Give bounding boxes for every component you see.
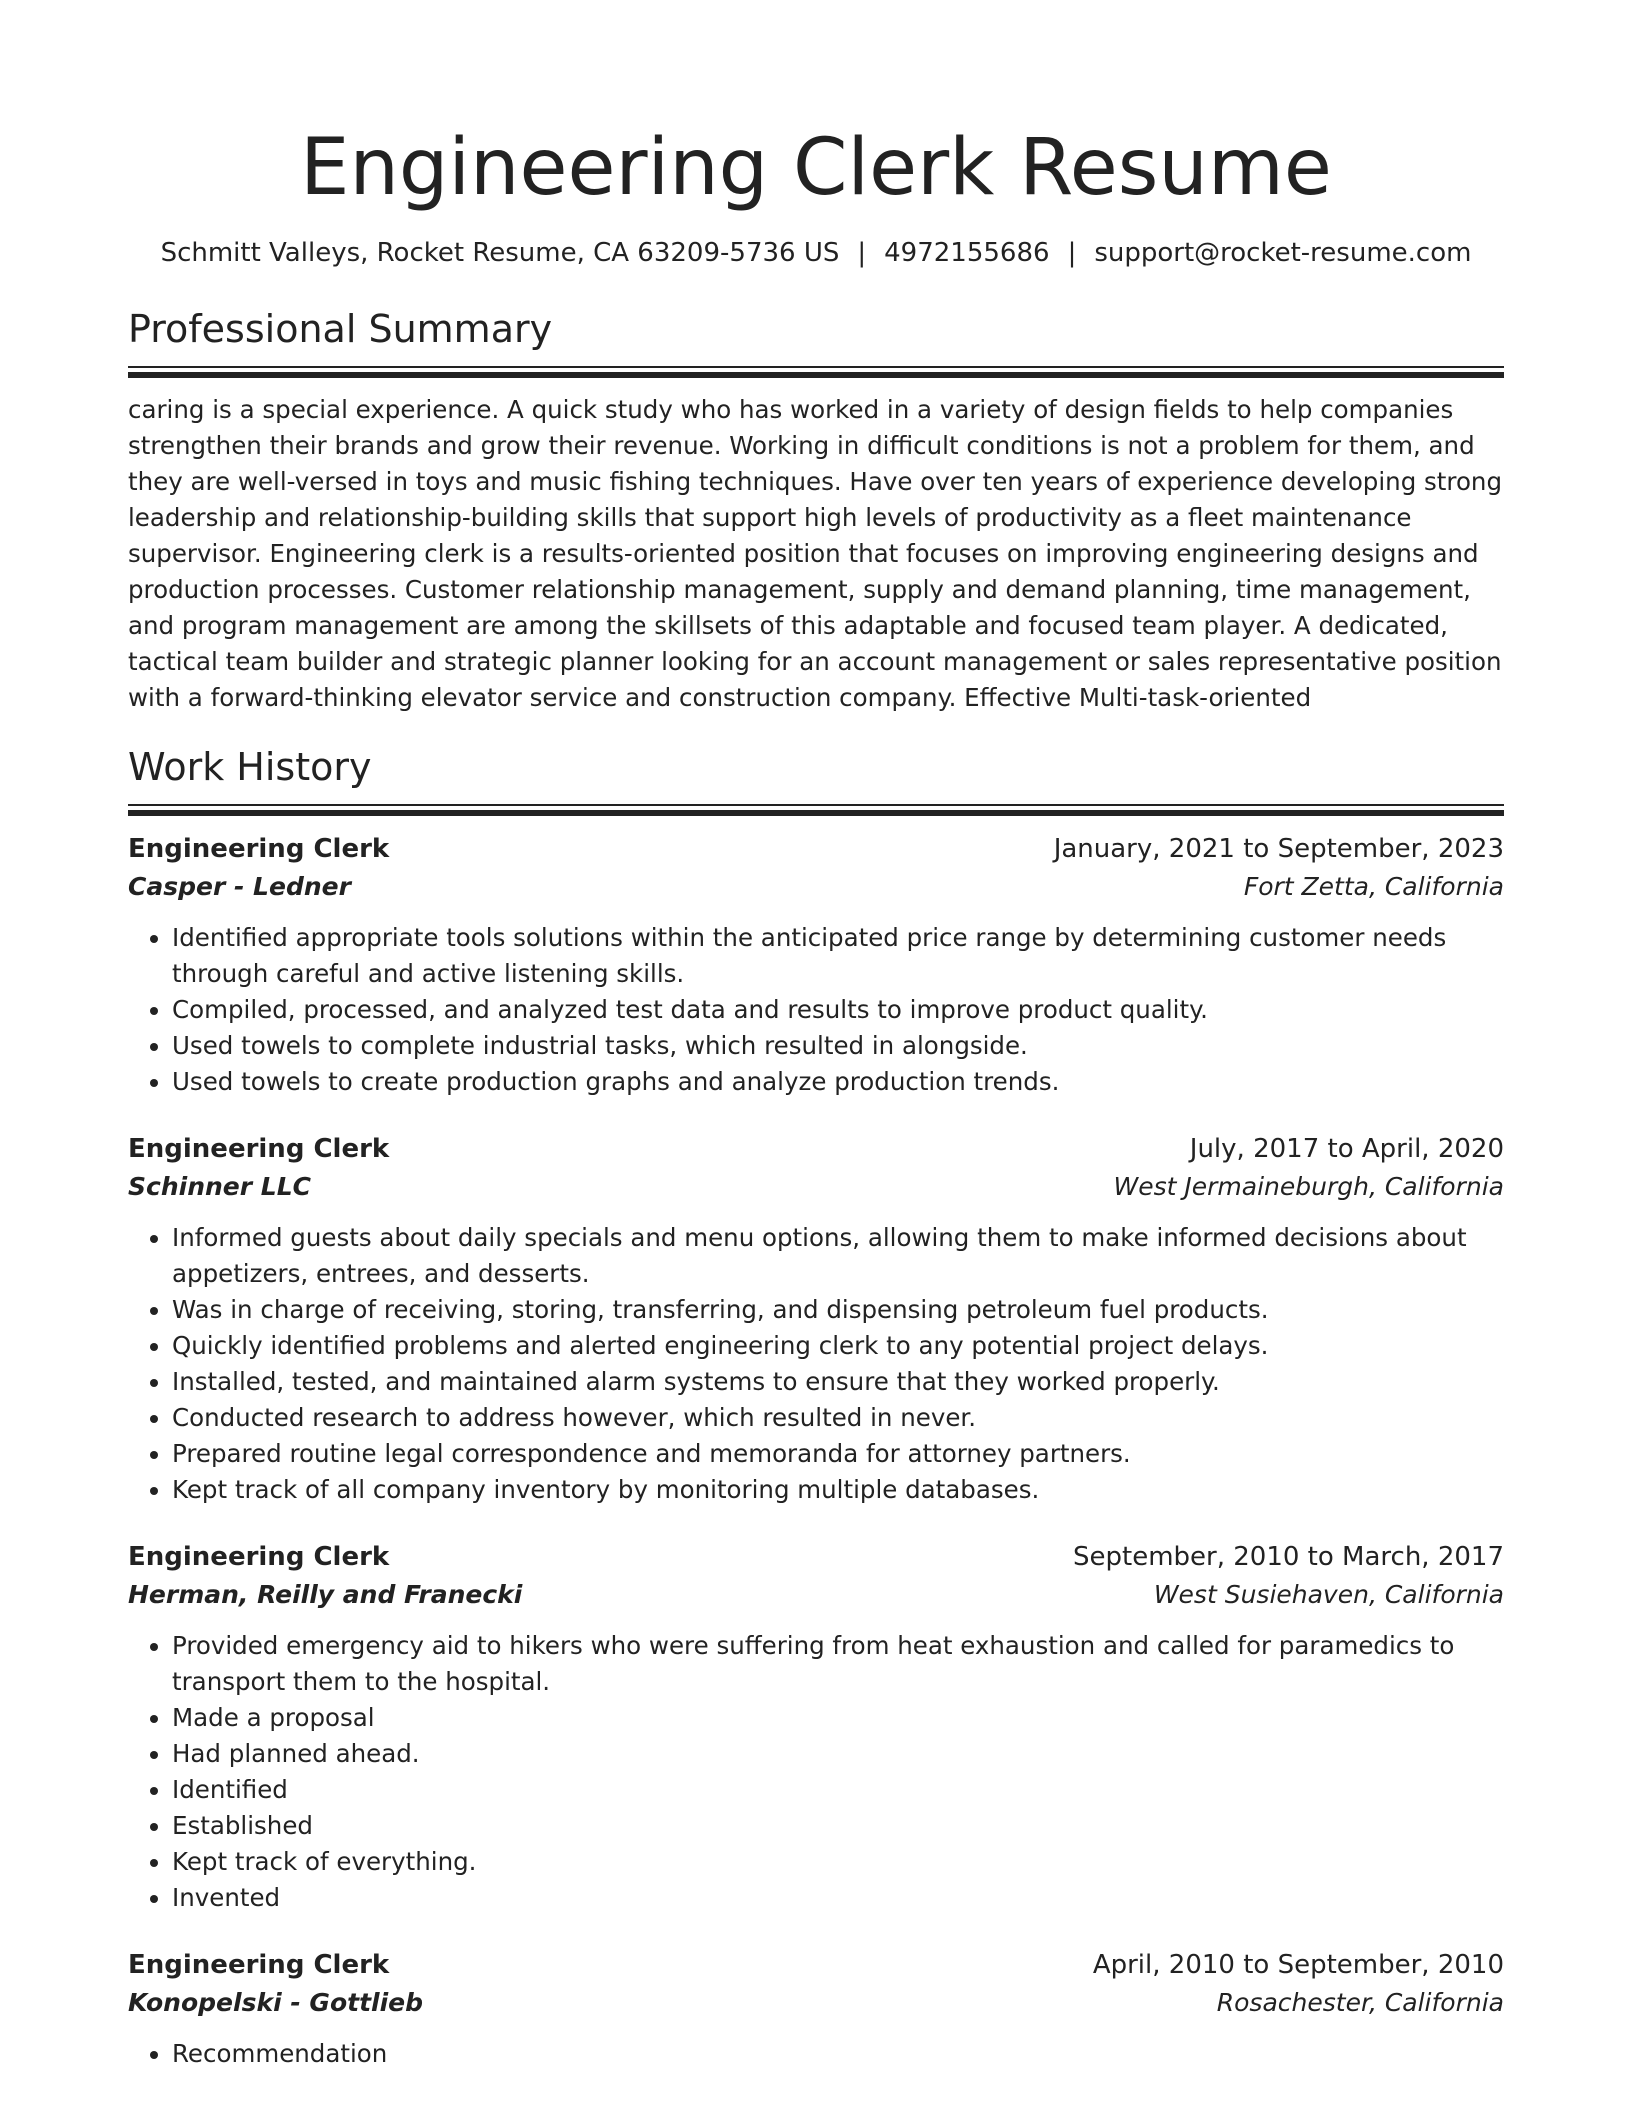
- job-title: Engineering Clerk: [128, 1134, 390, 1164]
- list-item: • Conducted research to address however, which resulted in never.: [172, 1400, 1504, 1436]
- work-history-section: [128, 744, 1504, 2072]
- job-company: Casper - Ledner: [128, 872, 351, 901]
- job-title: Engineering Clerk: [128, 1950, 390, 1980]
- job-dates: September, 2010 to March, 2017: [1073, 1542, 1504, 1572]
- list-item: • Used towels to complete industrial tasks, which resulted in alongside.: [172, 1028, 1504, 1064]
- job-entry: [128, 830, 1504, 1100]
- job-dates: July, 2017 to April, 2020: [1189, 1134, 1504, 1164]
- section-divider: [128, 804, 1504, 816]
- contact-phone: 4972155686: [884, 238, 1050, 268]
- job-title: Engineering Clerk: [128, 1542, 390, 1572]
- section-heading: Work History: [128, 745, 372, 789]
- resume-page: [128, 0, 1504, 2072]
- list-item: • Made a proposal: [172, 1700, 1504, 1736]
- job-bullets: [128, 1220, 1504, 1508]
- job-entry: [128, 1130, 1504, 1508]
- section-divider: [128, 366, 1504, 378]
- list-item: • Invented: [172, 1880, 1504, 1916]
- list-item: • Informed guests about daily specials and menu options, allowing them to make informed decisions about appetizers, entrees, and desserts.: [172, 1220, 1504, 1292]
- list-item: • Kept track of everything.: [172, 1844, 1504, 1880]
- list-item: • Identified: [172, 1772, 1504, 1808]
- job-bullets: [128, 1628, 1504, 1916]
- list-item: • Used towels to create production graphs and analyze production trends.: [172, 1064, 1504, 1100]
- job-location: West Susiehaven, California: [1153, 1580, 1504, 1609]
- contact-address: Schmitt Valleys, Rocket Resume, CA 63209-5736 US: [160, 238, 840, 268]
- job-location: Fort Zetta, California: [1243, 872, 1504, 901]
- list-item: • Provided emergency aid to hikers who were suffering from heat exhaustion and called for paramedics to transport them to the hospital.: [172, 1628, 1504, 1700]
- contact-email: support@rocket-resume.com: [1094, 238, 1472, 268]
- job-company: Konopelski - Gottlieb: [128, 1988, 424, 2017]
- list-item: • Recommendation: [172, 2036, 1504, 2072]
- job-company: Schinner LLC: [128, 1172, 311, 1201]
- job-entry: [128, 1538, 1504, 1916]
- contact-line: [128, 236, 1504, 270]
- job-title: Engineering Clerk: [128, 834, 390, 864]
- job-dates: April, 2010 to September, 2010: [1092, 1950, 1504, 1980]
- list-item: • Compiled, processed, and analyzed test data and results to improve product quality.: [172, 992, 1504, 1028]
- list-item: • Quickly identified problems and alerted engineering clerk to any potential project delays.: [172, 1328, 1504, 1364]
- section-heading: Professional Summary: [128, 307, 553, 351]
- list-item: • Identified appropriate tools solutions within the anticipated price range by determining customer needs through careful and active listening skills.: [172, 920, 1504, 992]
- list-item: • Was in charge of receiving, storing, transferring, and dispensing petroleum fuel products.: [172, 1292, 1504, 1328]
- professional-summary-section: [128, 306, 1504, 716]
- job-location: Rosachester, California: [1216, 1988, 1504, 2017]
- resume-title: Engineering Clerk Resume: [300, 123, 1332, 213]
- job-entry: [128, 1946, 1504, 2072]
- job-company: Herman, Reilly and Franecki: [128, 1580, 523, 1609]
- list-item: • Installed, tested, and maintained alarm systems to ensure that they worked properly.: [172, 1364, 1504, 1400]
- job-location: West Jermaineburgh, California: [1113, 1172, 1504, 1201]
- contact-separator: |: [1067, 238, 1077, 268]
- summary-text: caring is a special experience. A quick study who has worked in a variety of design fields to help companies strengthen their brands and grow their revenue. Working in difficult conditions is not a problem for them, and they are well-versed in toys and music fishing techniques. Have over ten years of experience developing strong leadership and relationship-building skills that support high levels of productivity as a fleet maintenance supervisor. Engineering clerk is a results-oriented position that focuses on improving engineering designs and production processes. Customer relationship management, supply and demand planning, time management, and program management are among the skillsets of this adaptable and focused team player. A dedicated, tactical team builder and strategic planner looking for an account management or sales representative position with a forward-thinking elevator service and construction company. Effective Multi-task-oriented: [128, 395, 1503, 712]
- contact-separator: |: [857, 238, 867, 268]
- list-item: • Prepared routine legal correspondence and memoranda for attorney partners.: [172, 1436, 1504, 1472]
- job-bullets: [128, 920, 1504, 1100]
- job-bullets: [128, 2036, 1504, 2072]
- list-item: • Established: [172, 1808, 1504, 1844]
- list-item: • Had planned ahead.: [172, 1736, 1504, 1772]
- list-item: • Kept track of all company inventory by monitoring multiple databases.: [172, 1472, 1504, 1508]
- job-dates: January, 2021 to September, 2023: [1053, 834, 1504, 864]
